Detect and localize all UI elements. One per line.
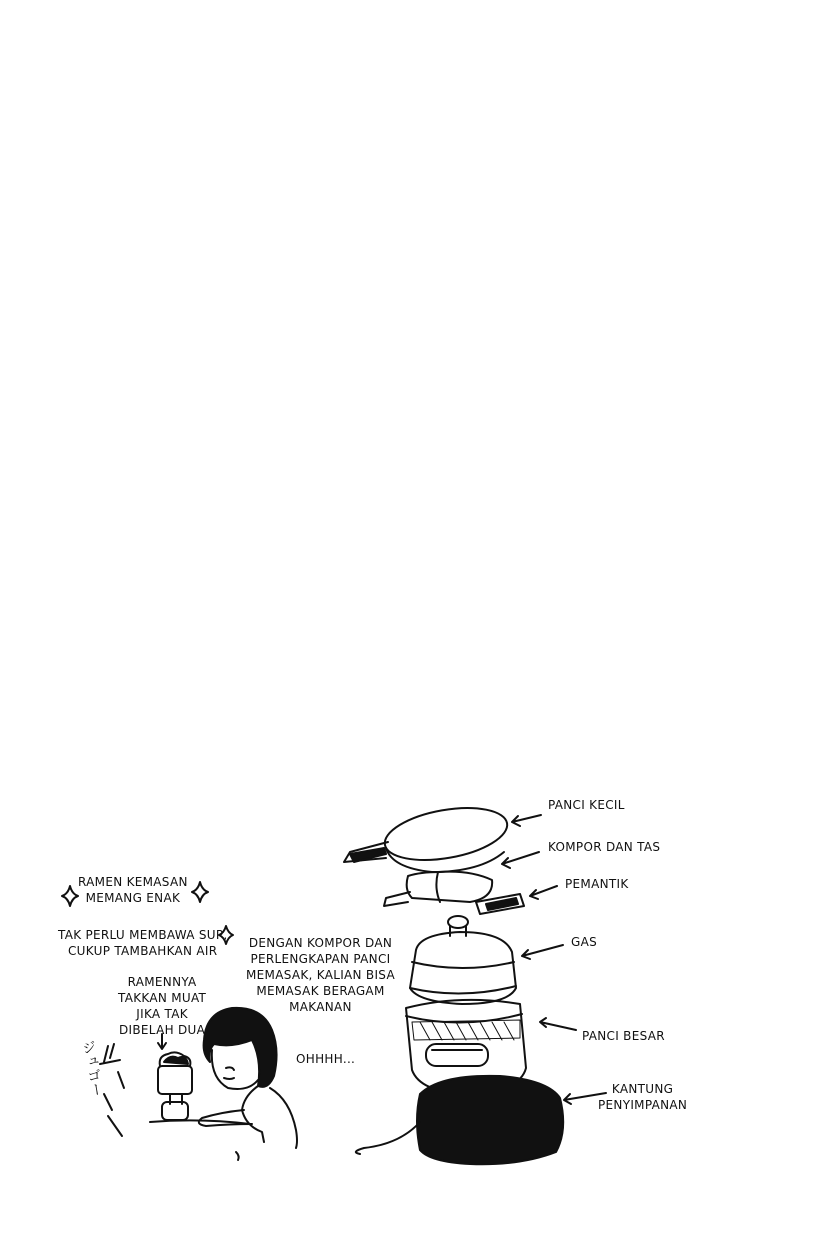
gas-canister-drawing [410,916,516,1004]
small-pot-drawing [344,800,511,872]
sparkle-icon [62,886,78,906]
label-big-pot: PANCI BESAR [582,1029,665,1043]
ramen-note-line: RAMEN KEMASAN [78,875,188,889]
label-gas: GAS [571,935,598,949]
label-storage-bag [598,1081,687,1113]
arrow-icon [522,945,563,959]
soup-note-line: CUKUP TAMBAHKAN AIR [68,944,218,958]
label-storage-bag-line: PENYIMPANAN [598,1098,688,1112]
sound-effect: ジュゴー [79,1039,105,1099]
ramen-fit-note-line: TAKKAN MUAT [118,991,207,1005]
arrow-icon [530,886,557,899]
narration-line: PERLENGKAPAN PANCI [250,952,391,966]
ramen-fit-note-line: DIBELAH DUA [119,1023,206,1037]
arrow-icon [502,852,539,868]
soup-note [58,927,228,959]
sparkle-icon [192,882,208,902]
ramen-note [78,874,188,906]
ramen-note-line: MEMANG ENAK [85,891,181,905]
soup-note-line: TAK PERLU MEMBAWA SUP, [58,928,228,942]
arrow-icon [512,815,541,826]
ramen-fit-note [118,974,206,1038]
label-lighter: PEMANTIK [565,877,629,891]
arrow-icon [540,1018,576,1030]
ramen-fit-note-line: JIKA TAK [136,1007,188,1021]
narration-line: DENGAN KOMPOR DAN [248,936,393,950]
label-storage-bag-line: KANTUNG [611,1082,674,1096]
narration-line: MEMASAK BERAGAM [256,984,385,998]
narration-line: MEMASAK, KALIAN BISA [246,968,395,982]
label-small-pot: PANCI KECIL [548,798,625,812]
narration-line: MAKANAN [289,1000,352,1014]
label-stove-bag: KOMPOR DAN TAS [548,840,661,854]
ramen-fit-note-line: RAMENNYA [127,975,197,989]
narration-text [246,935,395,1015]
girl-drawing [199,1008,297,1160]
reaction-text: OHHHH... [296,1052,356,1066]
stove-bag-drawing [384,872,492,906]
storage-bag-drawing [356,1076,563,1164]
